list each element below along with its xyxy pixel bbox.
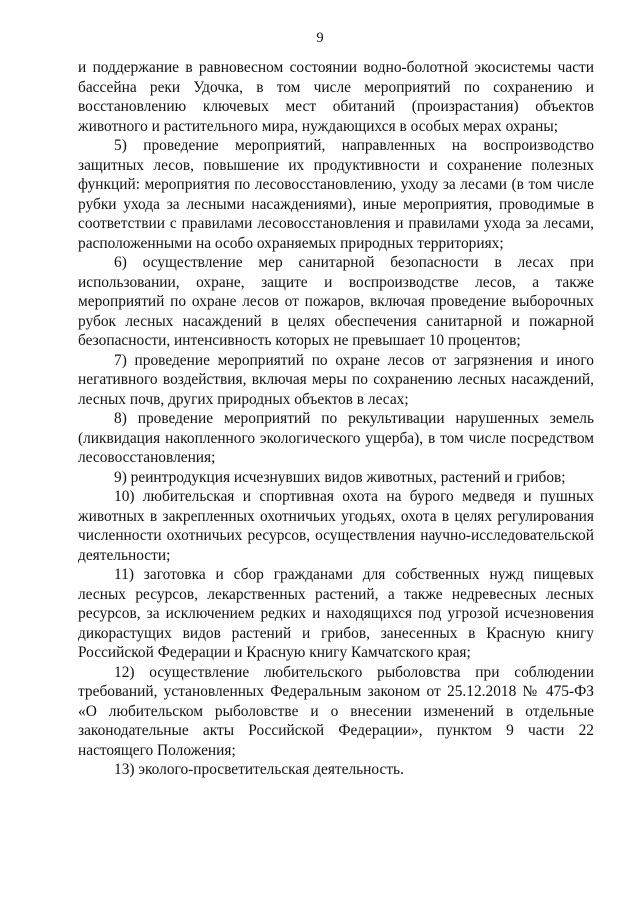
- paragraph-item-6: 6) осуществление мер санитарной безопасности в лесах при использовании, охране, защите и воспроизводстве лесов, а также мероприятий по охране лесов от пожаров, включая проведение выборочных рубок лесных насаждений в целях обеспечения санитарной и пожарной безопасности, интенсивность которых не превышает 10 процентов;: [78, 254, 594, 349]
- paragraph-item-5: 5) проведение мероприятий, направленных на воспроизводство защитных лесов, повышение их продуктивности и сохранение полезных функций: мероприятия по лесовосстановлению, уходу за лесами (в том числе рубки ухода за лесными насаждениями), иные мероприятия, проводимые в соответствии с правилами лесовосстановления и правилами ухода за лесами, расположенными на особо охраняемых природных территориях;: [78, 137, 594, 252]
- paragraph-continuation: и поддержание в равновесном состоянии водно-болотной экосистемы части бассейна реки Удочка, в том числе мероприятий по сохранению и восстановлению ключевых мест обитаний (произрастания) объектов животного и растительного мира, нуждающихся в особых мерах охраны;: [78, 59, 594, 135]
- paragraph-item-13: 13) эколого-просветительская деятельность.: [114, 761, 404, 778]
- paragraph-item-10: 10) любительская и спортивная охота на бурого медведя и пушных животных в закрепленных охотничьих угодьях, охота в целях регулирования численности охотничьих ресурсов, осуществления научно-исследовательской деятельности;: [78, 488, 594, 564]
- paragraph-item-12: 12) осуществление любительского рыболовства при соблюдении требований, установленных Федеральным законом от 25.12.2018 № 475-ФЗ «О любительском рыболовстве и о внесении изменений в отдельные законодательные акты Российской Федерации», пунктом 9 части 22 настоящего Положения;: [78, 663, 594, 759]
- paragraph-item-9: 9) реинтродукция исчезнувших видов животных, растений и грибов;: [114, 468, 566, 486]
- paragraph-item-8: 8) проведение мероприятий по рекультивации нарушенных земель (ликвидация накопленного экологического ущерба), в том числе посредством лесовосстановления;: [78, 410, 594, 466]
- paragraph-item-11: 11) заготовка и сбор гражданами для собственных нужд пищевых лесных ресурсов, лекарственных растений, а также недревесных лесных ресурсов, за исключением редких и находящихся под угрозой исчезновения дикорастущих видов растений и грибов, занесенных в Красную книгу Российской Федерации и Красную книгу Камчатского края;: [78, 566, 594, 661]
- document-body: [78, 58, 594, 780]
- paragraph-item-7: 7) проведение мероприятий по охране лесов от загрязнения и иного негативного воздействия, включая меры по сохранению лесных насаждений, лесных почв, других природных объектов в лесах;: [78, 351, 594, 408]
- page-number: 9: [316, 30, 324, 46]
